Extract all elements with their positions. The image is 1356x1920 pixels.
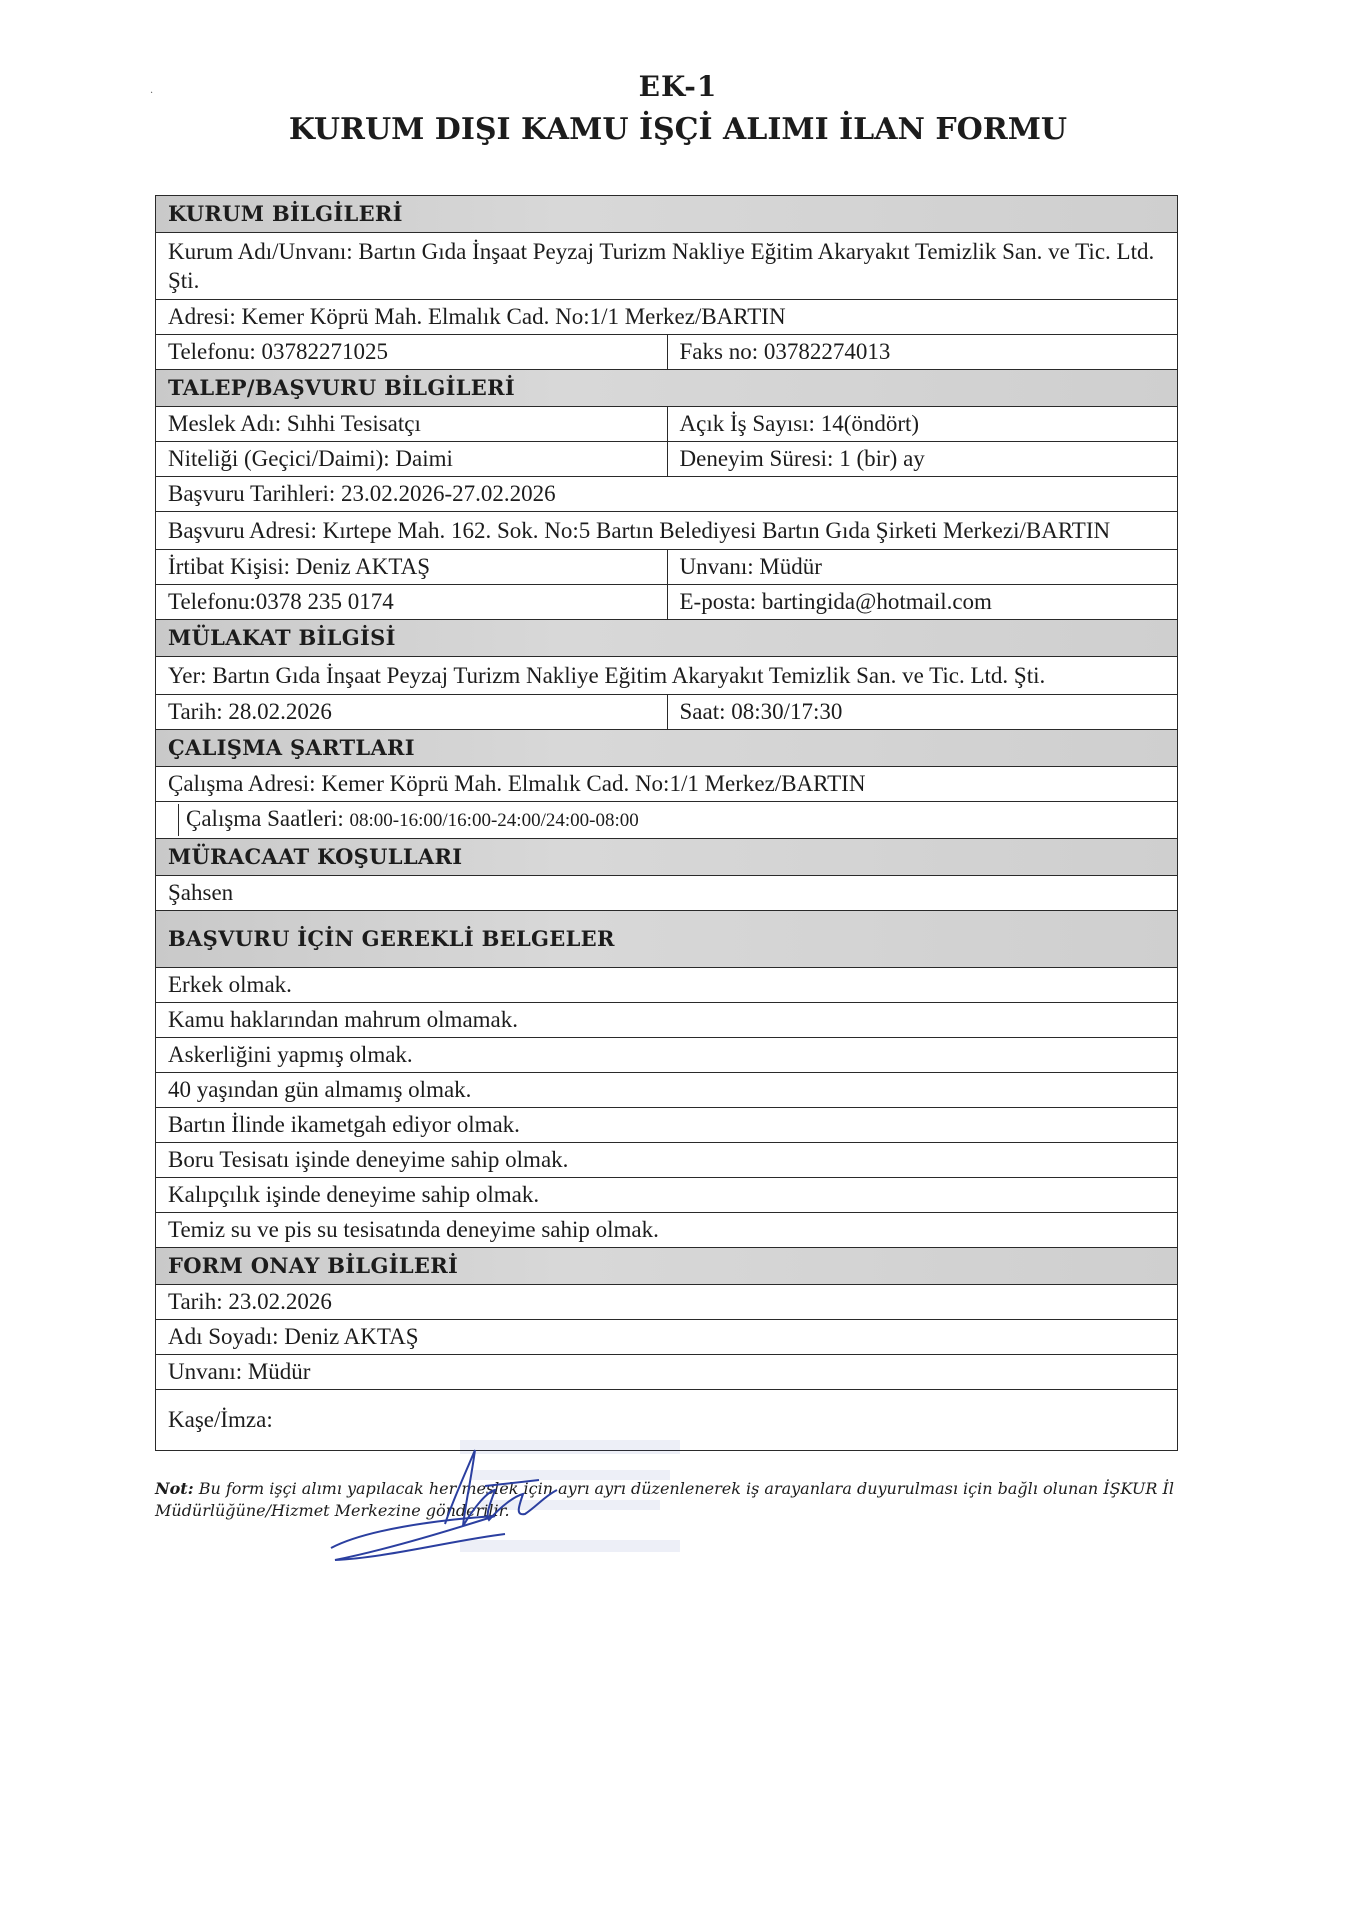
- requirement-item: Kalıpçılık işinde deneyime sahip olmak.: [168, 1182, 540, 1207]
- interview-place: Yer: Bartın Gıda İnşaat Peyzaj Turizm Nakliye Eğitim Akaryakıt Temizlik San. ve Tic. Ltd. Şti.: [168, 663, 1046, 688]
- section-onay-title: FORM ONAY BİLGİLERİ: [168, 1253, 459, 1278]
- row-dates: [156, 477, 1177, 512]
- row-contact-phone: [156, 585, 1177, 620]
- row-contact: [156, 550, 1177, 585]
- approval-name: Adı Soyadı: Deniz AKTAŞ: [168, 1324, 419, 1349]
- row-muracaat: [156, 876, 1177, 911]
- form-code: EK-1: [638, 70, 718, 103]
- row-approval-name: [156, 1320, 1177, 1355]
- application-dates: Başvuru Tarihleri: 23.02.2026-27.02.2026: [168, 481, 556, 506]
- row-interview-time: [156, 695, 1177, 730]
- row-kurum-contact: [156, 335, 1177, 370]
- employment-type: Niteliği (Geçici/Daimi): Daimi: [168, 446, 453, 471]
- list-item: [156, 1213, 1177, 1248]
- profession: Meslek Adı: Sıhhi Tesisatçı: [168, 411, 421, 436]
- row-interview-place: [156, 657, 1177, 695]
- form-table: [155, 195, 1178, 1451]
- list-item: [156, 968, 1177, 1003]
- row-approval-date: [156, 1285, 1177, 1320]
- row-work-hours: [156, 802, 1177, 839]
- row-type: [156, 442, 1177, 477]
- section-belgeler-title: BAŞVURU İÇİN GEREKLİ BELGELER: [168, 926, 615, 951]
- section-mulakat: [156, 620, 1177, 657]
- scan-speck: ·: [150, 88, 154, 99]
- application-method: Şahsen: [168, 880, 234, 905]
- approval-title: Unvanı: Müdür: [168, 1359, 311, 1384]
- kurum-fax: Faks no: 03782274013: [667, 335, 1178, 369]
- list-item: [156, 1108, 1177, 1143]
- section-calisma-title: ÇALIŞMA ŞARTLARI: [168, 735, 415, 760]
- contact-email: E-posta: bartingida@hotmail.com: [667, 585, 1178, 619]
- contact-phone: Telefonu:0378 235 0174: [168, 589, 394, 614]
- list-item: [156, 1073, 1177, 1108]
- section-mulakat-title: MÜLAKAT BİLGİSİ: [168, 625, 396, 650]
- row-profession: [156, 407, 1177, 442]
- experience: Deneyim Süresi: 1 (bir) ay: [667, 442, 1178, 476]
- footnote: [155, 1478, 1195, 1522]
- work-hours-value: 08:00-16:00/16:00-24:00/24:00-08:00: [349, 810, 639, 831]
- approval-date: Tarih: 23.02.2026: [168, 1289, 332, 1314]
- work-hours: [156, 802, 1177, 838]
- interview-date: Tarih: 28.02.2026: [168, 699, 332, 724]
- application-address: Başvuru Adresi: Kırtepe Mah. 162. Sok. No:5 Bartın Belediyesi Bartın Gıda Şirketi Merkezi/BARTIN: [168, 518, 1111, 543]
- section-calisma: [156, 730, 1177, 767]
- contact-person: İrtibat Kişisi: Deniz AKTAŞ: [168, 554, 430, 579]
- list-item: [156, 1178, 1177, 1213]
- kurum-address: Adresi: Kemer Köprü Mah. Elmalık Cad. No:1/1 Merkez/BARTIN: [168, 304, 786, 329]
- stamp-signature-label: Kaşe/İmza:: [168, 1407, 273, 1432]
- footnote-text: Bu form işçi alımı yapılacak her meslek için ayrı ayrı düzenlenerek iş arayanlara duyurulması için bağlı olunan İŞKUR İl Müdürlüğüne/Hizmet Merkezine gönderilir.: [155, 1479, 1174, 1520]
- list-item: [156, 1143, 1177, 1178]
- work-address: Çalışma Adresi: Kemer Köprü Mah. Elmalık Cad. No:1/1 Merkez/BARTIN: [168, 771, 866, 796]
- section-kurum: [156, 196, 1177, 233]
- row-kurum-address: [156, 300, 1177, 335]
- list-item: [156, 1003, 1177, 1038]
- work-hours-label: Çalışma Saatleri:: [186, 806, 350, 831]
- form-title: KURUM DIŞI KAMU İŞÇİ ALIMI İLAN FORMU: [288, 112, 1068, 147]
- row-kurum-name: [156, 233, 1177, 300]
- requirement-item: Erkek olmak.: [168, 972, 292, 997]
- requirement-item: Kamu haklarından mahrum olmamak.: [168, 1007, 519, 1032]
- kurum-name: Kurum Adı/Unvanı: Bartın Gıda İnşaat Peyzaj Turizm Nakliye Eğitim Akaryakıt Temizlik San. ve Tic. Ltd. Şti.: [168, 239, 1155, 293]
- requirement-item: Askerliğini yapmış olmak.: [168, 1042, 413, 1067]
- section-talep: [156, 370, 1177, 407]
- section-muracaat: [156, 839, 1177, 876]
- row-apply-address: [156, 512, 1177, 550]
- section-belgeler: [156, 911, 1177, 968]
- kurum-phone: Telefonu: 03782271025: [168, 339, 389, 364]
- requirement-item: Boru Tesisatı işinde deneyime sahip olmak.: [168, 1147, 569, 1172]
- list-item: [156, 1038, 1177, 1073]
- footnote-label: Not:: [155, 1479, 194, 1498]
- row-work-address: [156, 767, 1177, 802]
- section-kurum-title: KURUM BİLGİLERİ: [168, 201, 403, 226]
- requirement-item: 40 yaşından gün almamış olmak.: [168, 1077, 472, 1102]
- section-talep-title: TALEP/BAŞVURU BİLGİLERİ: [168, 375, 515, 400]
- section-muracaat-title: MÜRACAAT KOŞULLARI: [168, 844, 463, 869]
- requirement-item: Temiz su ve pis su tesisatında deneyime sahip olmak.: [168, 1217, 659, 1242]
- contact-title: Unvanı: Müdür: [667, 550, 1178, 584]
- section-onay: [156, 1248, 1177, 1285]
- row-approval-title: [156, 1355, 1177, 1390]
- requirement-item: Bartın İlinde ikametgah ediyor olmak.: [168, 1112, 520, 1137]
- openings: Açık İş Sayısı: 14(öndört): [667, 407, 1178, 441]
- interview-time: Saat: 08:30/17:30: [667, 695, 1178, 729]
- handwritten-signature: [325, 1440, 585, 1570]
